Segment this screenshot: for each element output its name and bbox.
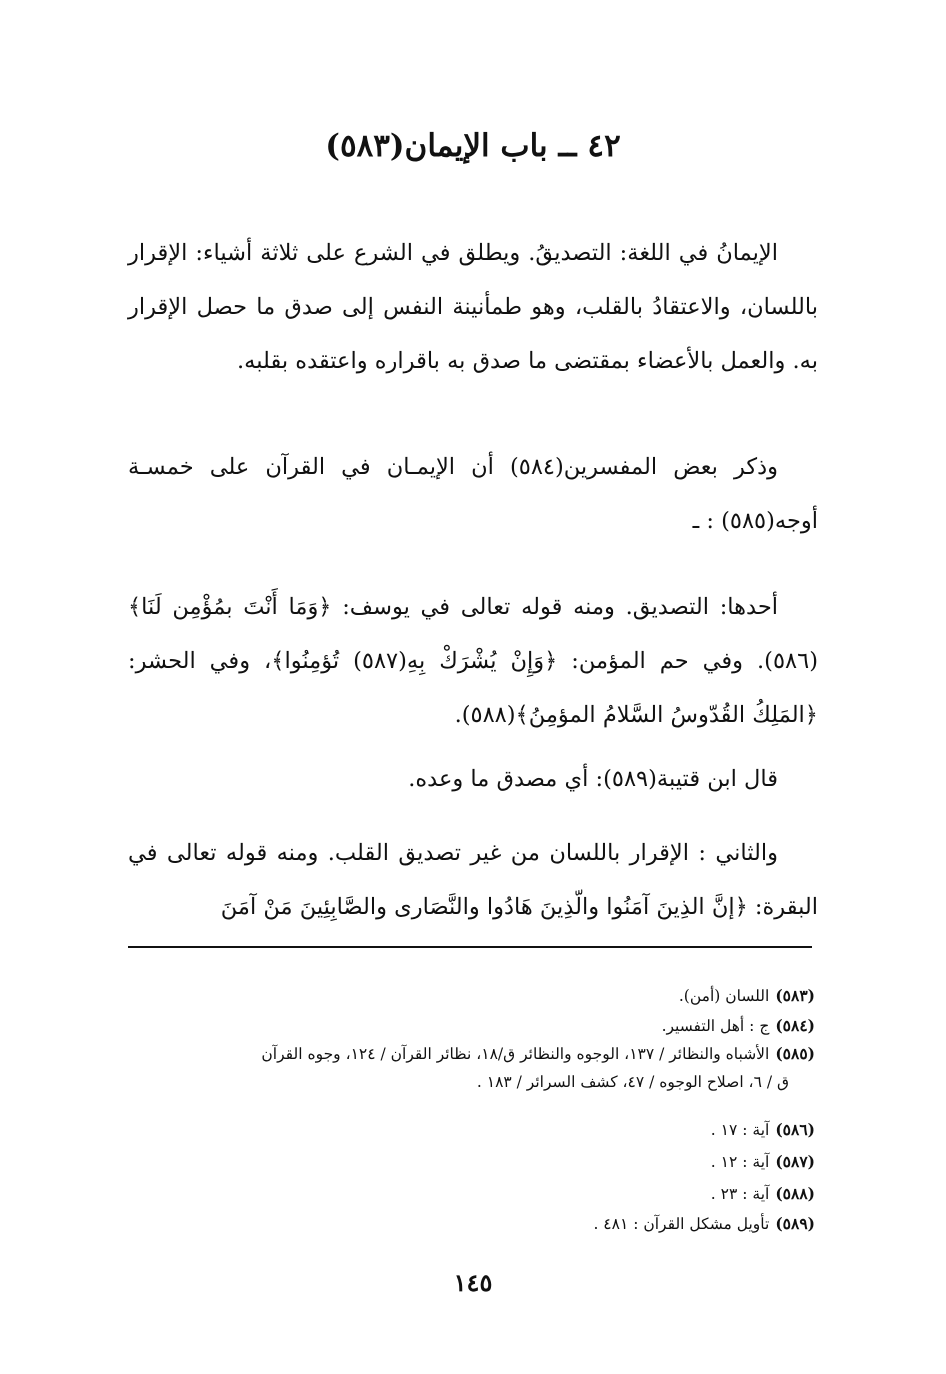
- paragraph-ibn-qutaybah: قال ابن قتيبة(٥٨٩): أي مصدق ما وعده.: [408, 766, 778, 792]
- paragraph-iman-definition: الإيمانُ في اللغة: التصديقُ. ويطلق في الشرع على ثلاثة أشياء: الإقرار باللسان، والاعتقادُ بالقلب، وهو طمأنينة النفس إلى صدق ما حصل الإقرار به. والعمل بالأعضاء بمقتضى ما صدق به باقراره واعتقده بقلبه.: [128, 240, 818, 374]
- footnote-584: [125, 1012, 815, 1040]
- footnote-585: [125, 1040, 815, 1068]
- page-number: ١٤٥: [453, 1268, 493, 1297]
- paragraph-first-meaning: أحدها: التصديق. ومنه قوله تعالى في يوسف: ﴿وَمَا أَنْتَ بمُؤْمِن لَنَا﴾(٥٨٦). وفي حم المؤمن: ﴿وَإِنْ يُشْرَكْ بِهِ(٥٨٧) تُؤمِنُوا﴾، وفي الحشر: ﴿المَلِكُ القُدّوسُ السَّلامُ المؤمِنُ﴾(٥٨٨).: [128, 594, 818, 728]
- footnote-number: (٥٨٤): [775, 1016, 815, 1035]
- footnote-588: [125, 1180, 815, 1208]
- footnote-number: (٥٨٧): [775, 1152, 815, 1171]
- footnote-number: (٥٨٨): [775, 1184, 815, 1203]
- chapter-title: ٤٢ ــ باب الإيمان(٥٨٣): [325, 128, 621, 164]
- footnote-text: آية : ١٢ .: [710, 1153, 770, 1171]
- footnote-number: (٥٨٦): [775, 1120, 815, 1139]
- footnote-585-continuation: ق / ٦، اصلاح الوجوه / ٤٧، كشف السرائر / ١٨٣ .: [476, 1073, 789, 1091]
- footnote-text: تأويل مشكل القرآن : ٤٨١ .: [593, 1215, 770, 1233]
- footnote-text: آية : ٢٣ .: [710, 1185, 770, 1203]
- footnote-text: ج : أهل التفسير.: [661, 1017, 770, 1035]
- footnote-583: [125, 982, 815, 1010]
- footnote-text: الأشباه والنظائر / ١٣٧، الوجوه والنظائر ق/١٨، نظائر القرآن / ١٢٤، وجوه القرآن: [261, 1045, 770, 1063]
- footnote-number: (٥٨٩): [775, 1214, 815, 1233]
- footnote-number: (٥٨٣): [775, 986, 815, 1005]
- footnote-586: [125, 1116, 815, 1144]
- footnote-589: [125, 1210, 815, 1238]
- footnote-divider: [128, 946, 812, 948]
- paragraph-second-meaning: والثاني : الإقرار باللسان من غير تصديق القلب. ومنه قوله تعالى في البقرة: ﴿إنَّ الذِينَ آمَنُوا والّذِينَ هَادُوا والنَّصَارى والصَّابِئِينَ مَنْ آمَنَ: [128, 840, 818, 920]
- footnote-number: (٥٨٥): [775, 1044, 815, 1063]
- footnote-587: [125, 1148, 815, 1176]
- footnote-text: آية : ١٧ .: [710, 1121, 770, 1139]
- paragraph-five-meanings: وذكر بعض المفسرين(٥٨٤) أن الإيمـان في القرآن على خمسـة أوجه(٥٨٥) : ـ: [128, 454, 818, 534]
- footnote-text: اللسان (أمن).: [678, 987, 770, 1005]
